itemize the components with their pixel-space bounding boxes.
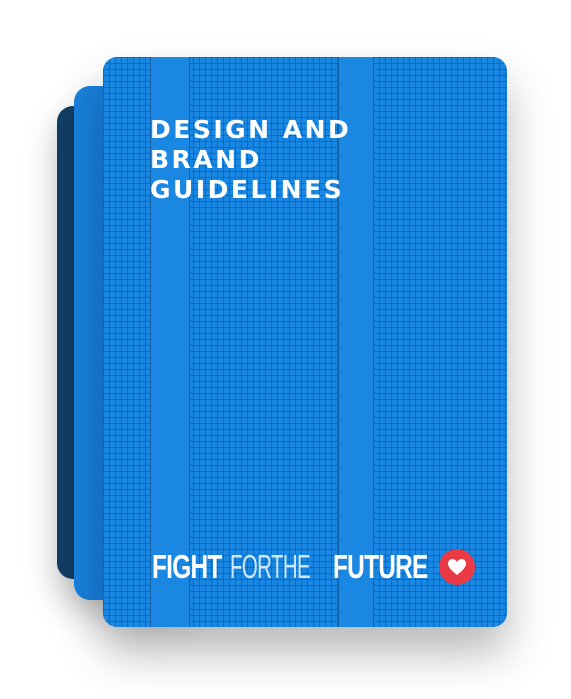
heart-icon — [447, 558, 467, 576]
logo-word-forthe: FORTHE — [229, 548, 311, 585]
title-line: GUIDELINES — [150, 175, 345, 204]
logo-wordmark — [152, 547, 429, 587]
logo-word-future: FUTURE — [333, 548, 428, 585]
fight-for-the-future-logo — [152, 547, 475, 587]
heart-badge — [439, 549, 475, 585]
cover-title — [150, 115, 351, 205]
title-line: DESIGN AND — [150, 115, 352, 144]
book-cover — [103, 57, 507, 627]
title-line: BRAND — [150, 145, 262, 174]
logo-word-fight: FIGHT — [152, 548, 222, 585]
